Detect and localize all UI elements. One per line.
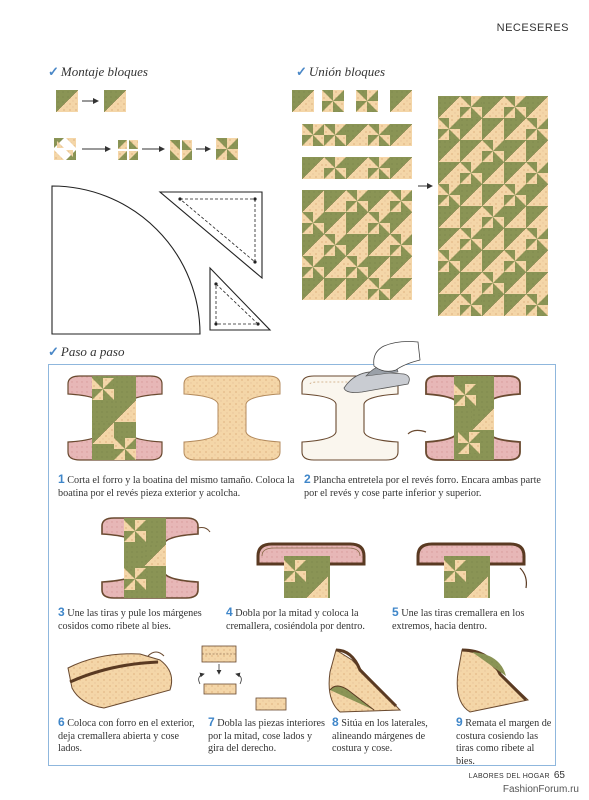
step-1: 1 Corta el forro y la boatina del mismo tamaño. Coloca la boatina por el revés pieza exterior y acolcha. (58, 472, 295, 499)
check-icon: ✓ (296, 64, 307, 79)
footer-magazine: LABORES DEL HOGAR (468, 773, 550, 780)
running-header: NECESERES (496, 22, 569, 34)
step-2: 2 Plancha entretela por el revés forro. Encara ambas parte por el revés y cose parte inferior y superior. (304, 472, 541, 499)
step-3: 3 Une las tiras y pule los márgenes cosidos como ribete al bies. (58, 605, 202, 632)
check-icon: ✓ (48, 344, 59, 359)
section-title-montaje: ✓ Montaje bloques (48, 64, 148, 79)
step-9: 9 Remata el margen de costura cosiendo las tiras como ribete al bies. (456, 715, 552, 767)
step-by-step-panel (48, 364, 556, 766)
step-8: 8 Sitúa en los laterales, alineando márgenes de costura y cose. (332, 715, 428, 754)
page-number: 65 (553, 770, 565, 781)
step-5: 5 Une las tiras cremallera en los extremos, hacia dentro. (392, 605, 525, 632)
section-title-paso: ✓ Paso a paso (48, 344, 125, 359)
page-footer (469, 770, 565, 781)
check-icon: ✓ (48, 64, 59, 79)
step-7: 7 Dobla las piezas interiores por la mitad, cose lados y gira del derecho. (208, 715, 326, 754)
step-4: 4 Dobla por la mitad y coloca la cremallera, cosiéndola por dentro. (226, 605, 365, 632)
watermark: FashionForum.ru (502, 784, 579, 795)
step-6: 6 Coloca con forro en el exterior, deja cremallera abierta y cose lados. (58, 715, 195, 754)
section-title-union: ✓ Unión bloques (296, 64, 386, 79)
